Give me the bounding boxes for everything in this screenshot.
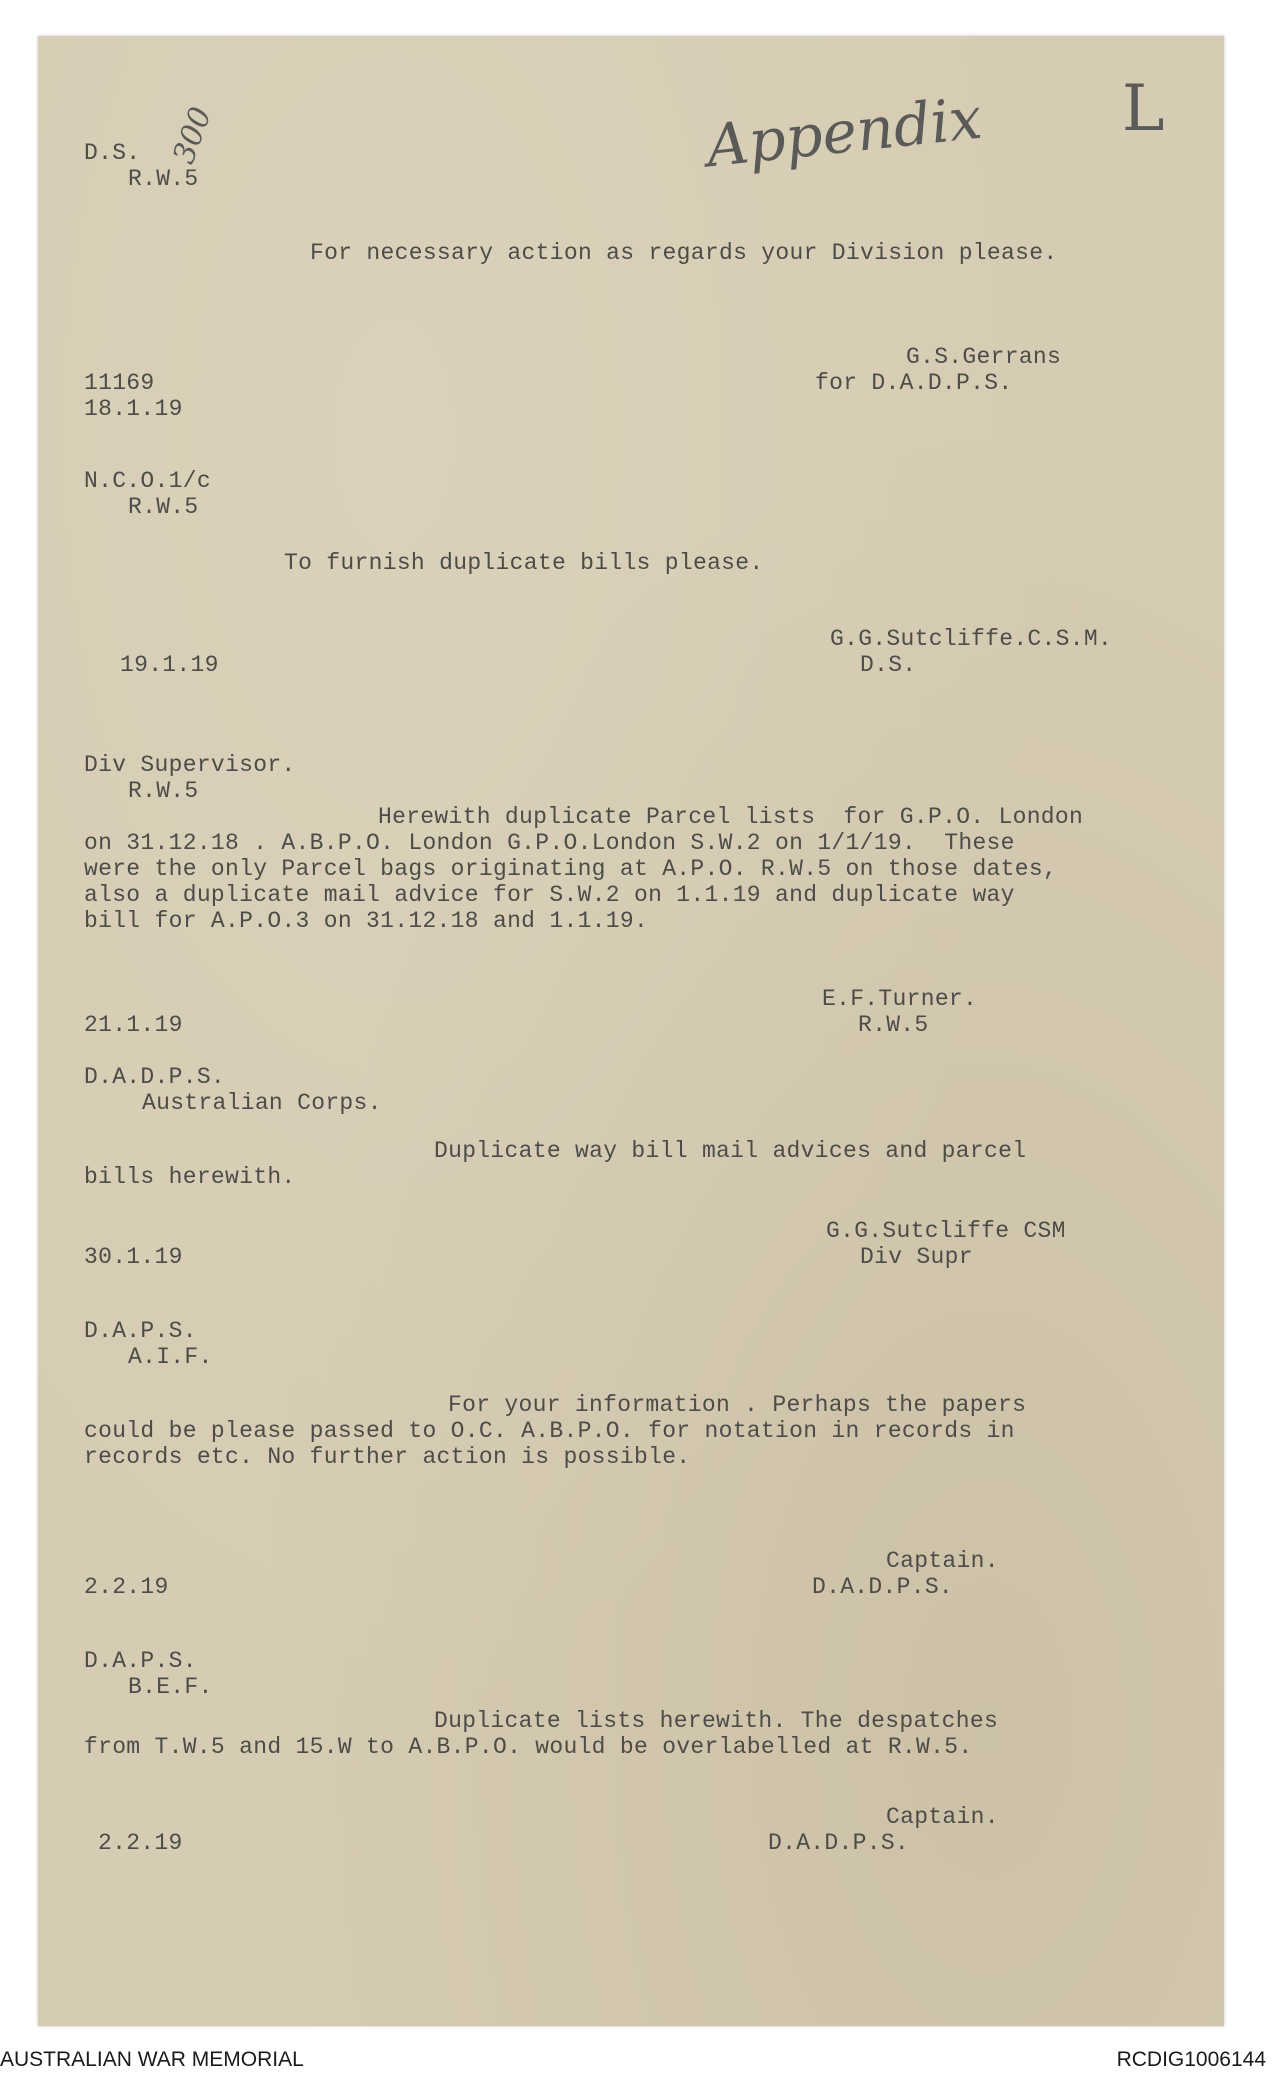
block1-reference: 11169 [84, 370, 155, 396]
block3-body-line1: Herewith duplicate Parcel lists for G.P.O. London [378, 804, 1084, 830]
block3-signature-title: R.W.5 [858, 1012, 929, 1038]
block2-address-line1: N.C.O.1/c [84, 468, 211, 494]
block4-body-line2: bills herewith. [84, 1164, 296, 1190]
block6-signature-name: Captain. [886, 1804, 999, 1830]
footer-institution: AUSTRALIAN WAR MEMORIAL [0, 2048, 304, 2071]
block2-signature-title: D.S. [860, 652, 917, 678]
block4-address-line2: Australian Corps. [142, 1090, 382, 1116]
handwritten-letter: L [1122, 72, 1165, 146]
handwritten-appendix: Appendix [703, 83, 986, 181]
block5-signature-name: Captain. [886, 1548, 999, 1574]
block3-signature-name: E.F.Turner. [822, 986, 978, 1012]
block1-address-line1: D.S. [84, 140, 141, 166]
block2-date: 19.1.19 [120, 652, 219, 678]
block4-signature-name: G.G.Sutcliffe CSM [826, 1218, 1066, 1244]
block3-address-line2: R.W.5 [128, 778, 199, 804]
block5-body-line2: could be please passed to O.C. A.B.P.O. for notation in records in [84, 1418, 1015, 1444]
block3-body-line2: on 31.12.18 . A.B.P.O. London G.P.O.London S.W.2 on 1/1/19. These [84, 830, 1015, 856]
block6-address-line2: B.E.F. [128, 1674, 213, 1700]
block4-body-line1: Duplicate way bill mail advices and parcel [434, 1138, 1027, 1164]
block1-date: 18.1.19 [84, 396, 183, 422]
block1-address-line2: R.W.5 [128, 166, 199, 192]
block5-date: 2.2.19 [84, 1574, 169, 1600]
block3-body-line3: were the only Parcel bags originating at A.P.O. R.W.5 on those dates, [84, 856, 1058, 882]
block6-date: 2.2.19 [98, 1830, 183, 1856]
block5-body-line3: records etc. No further action is possible. [84, 1444, 691, 1470]
block6-body-line1: Duplicate lists herewith. The despatches [434, 1708, 999, 1734]
block3-body-line4: also a duplicate mail advice for S.W.2 on 1.1.19 and duplicate way [84, 882, 1015, 908]
block4-address-line1: D.A.D.P.S. [84, 1064, 226, 1090]
block4-date: 30.1.19 [84, 1244, 183, 1270]
handwritten-number: 300 [166, 102, 219, 169]
block5-address-line2: A.I.F. [128, 1344, 213, 1370]
block5-signature-title: D.A.D.P.S. [812, 1574, 954, 1600]
block6-address-line1: D.A.P.S. [84, 1648, 197, 1674]
block2-body-line1: To furnish duplicate bills please. [284, 550, 764, 576]
block2-signature-name: G.G.Sutcliffe.C.S.M. [830, 626, 1113, 652]
block6-body-line2: from T.W.5 and 15.W to A.B.P.O. would be overlabelled at R.W.5. [84, 1734, 973, 1760]
block3-address-line1: Div Supervisor. [84, 752, 296, 778]
block1-body-line1: For necessary action as regards your Division please. [310, 240, 1058, 266]
block4-signature-title: Div Supr [860, 1244, 973, 1270]
block5-body-line1: For your information . Perhaps the papers [448, 1392, 1027, 1418]
block2-address-line2: R.W.5 [128, 494, 199, 520]
block3-date: 21.1.19 [84, 1012, 183, 1038]
block3-body-line5: bill for A.P.O.3 on 31.12.18 and 1.1.19. [84, 908, 649, 934]
block1-signature-name: G.S.Gerrans [906, 344, 1062, 370]
block6-signature-title: D.A.D.P.S. [768, 1830, 910, 1856]
block5-address-line1: D.A.P.S. [84, 1318, 197, 1344]
block1-signature-title: for D.A.D.P.S. [815, 370, 1013, 396]
footer-record-id: RCDIG1006144 [1116, 2048, 1266, 2071]
